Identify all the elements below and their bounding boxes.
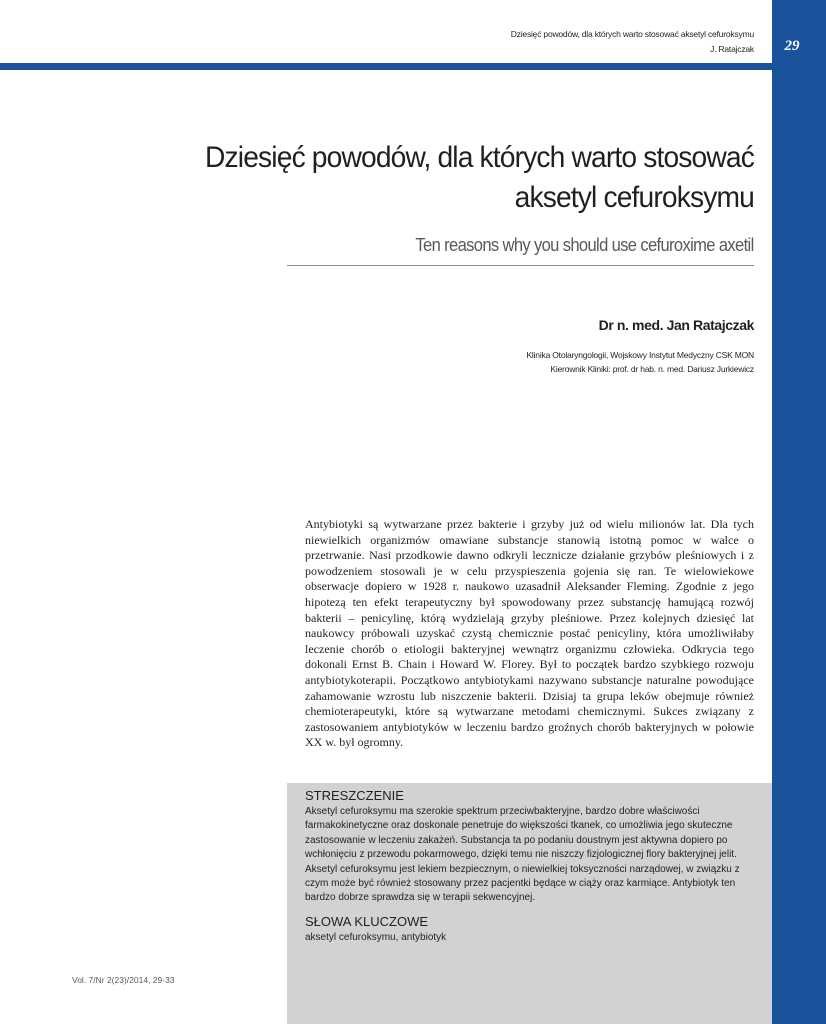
article-title: Dziesięć powodów, dla których warto stosować aksetyl cefuroksymu [205,141,754,214]
running-author: J. Ratajczak [710,44,754,54]
journal-citation: Vol. 7/Nr 2(23)/2014, 29-33 [72,975,175,985]
affiliation-line: Klinika Otolaryngologii, Wojskowy Instytut Medyczny CSK MON [526,350,754,360]
header-rule [0,63,772,70]
affiliation-line: Kierownik Kliniki: prof. dr hab. n. med. Dariusz Jurkiewicz [550,364,754,374]
title-divider [287,265,754,266]
abstract-heading: STRESZCZENIE [305,788,404,803]
running-title: Dziesięć powodów, dla których warto stosować aksetyl cefuroksymu [510,29,754,39]
side-color-bar [772,0,826,1024]
abstract-box [287,783,772,1024]
abstract-text: Aksetyl cefuroksymu ma szerokie spektrum przeciwbakteryjne, bardzo dobre właściwości farmakokinetyczne oraz doskonale penetruje do większości tkanek, co umożliwia jego skuteczne zastosowanie w leczeniu zakażeń. Substancja ta po podaniu doustnym jest aktywna dopiero po wchłonięciu z przewodu pokarmowego, dzięki temu nie niszczy fizjologicznej flory bakteryjnej jelit. Aksetyl cefuroksymu jest lekiem bezpiecznym, o niewielkiej toksyczności narządowej, w związku z czym może być również stosowany przez pacjentki będące w ciąży oraz karmiące. Antybiotyk ten bardzo dobrze sprawdza się w terapii sekwencyjnej. [305,806,740,904]
article-subtitle: Ten reasons why you should use cefuroxime axetil [415,235,754,255]
author-name: Dr n. med. Jan Ratajczak [598,317,754,333]
keywords-text: aksetyl cefuroksymu, antybiotyk [305,932,447,943]
intro-paragraph: Antybiotyki są wytwarzane przez bakterie i grzyby już od wielu milionów lat. Dla tych niewielkich organizmów omawiane substancje stanowią istotną pomoc w walce o przetrwanie. Nasi przodkowie dawno odkryli lecznicze działanie grzybów pleśniowych i z powodzeniem stosowali je w celu przyspieszenia gojenia się ran. Te wielowiekowe obserwacje dopiero w 1928 r. naukowo uzasadnił Aleksander Fleming. Zgodnie z jego hipotezą ten efekt terapeutyczny był spowodowany przez substancję hamującą rozwój bakterii – penicylinę, którą wydzielają grzyby pleśniowe. Przez kolejnych dziesięć lat naukowcy próbowali uzyskać czystą chemicznie postać penicyliny, która umożliwiłaby leczenie chorób o etiologii bakteryjnej wewnątrz organizmu człowieka. Odkrycia tego dokonali Ernst B. Chain i Howard W. Florey. Był to początek bardzo szybkiego rozwoju antybiotykoterapii. Początkowo antybiotykami nazywano substancje naturalne powodujące zahamowanie wzrostu lub niszczenie bakterii. Dzisiaj ta grupa leków obejmuje również chemioterapeutyki, które są wytwarzane metodami chemicznymi. Sukces związany z zastosowaniem antybiotyków w leczeniu bardzo groźnych chorób bakteryjnych w połowie XX w. był ogromny. [305,517,754,750]
page-number: 29 [784,38,800,54]
keywords-heading: SŁOWA KLUCZOWE [305,914,429,929]
running-header [511,27,754,57]
author-affiliation [526,348,754,376]
